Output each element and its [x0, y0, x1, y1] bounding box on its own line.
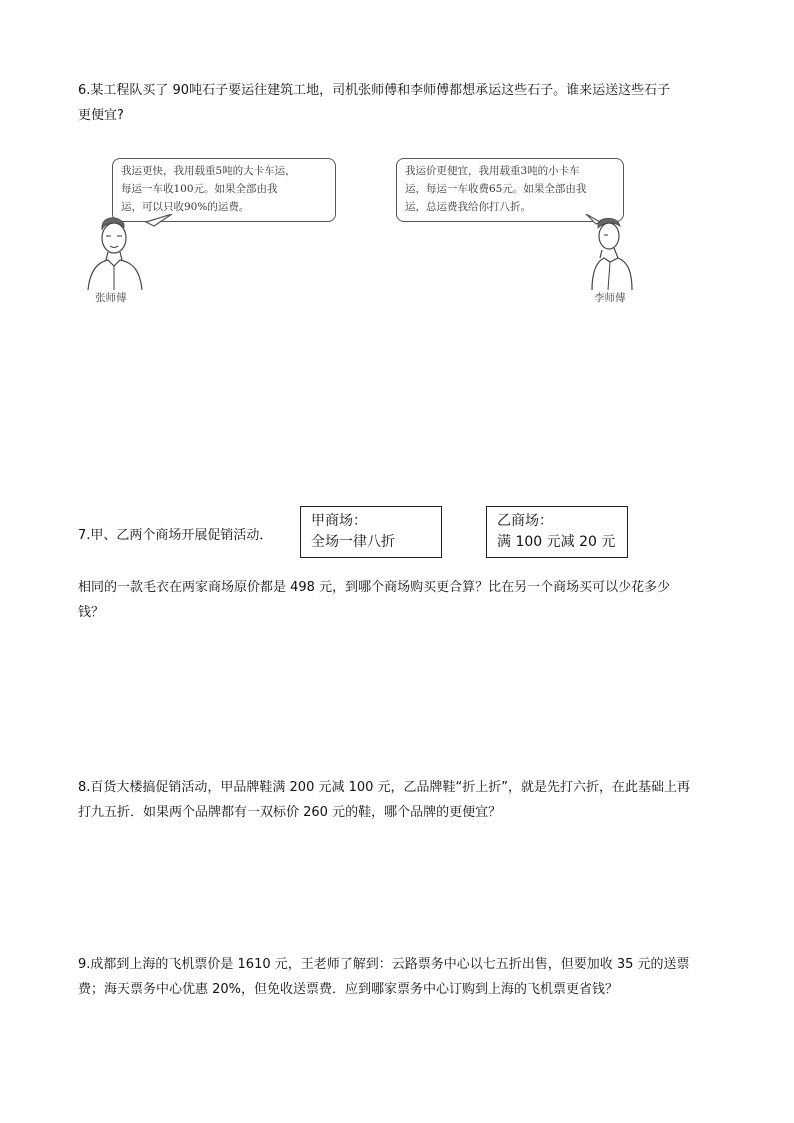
question-8-line-2: 打九五折．如果两个品牌都有一双标价 260 元的鞋，哪个品牌的更便宜？	[78, 805, 502, 820]
li-bubble-line-2: 运，每运一车收费65元。如果全部由我	[405, 183, 587, 195]
question-7-line-1: 相同的一款毛衣在两家商场原价都是 498 元，到哪个商场购买更合算？比在另一个商场买可以少花多少	[78, 580, 671, 595]
zhang-bubble-line-3: 运，可以只收90%的运费。	[121, 201, 250, 213]
zhang-bubble-line-2: 每运一车收100元。如果全部由我	[121, 183, 278, 195]
li-illustration	[578, 214, 648, 294]
question-6-line-1: 6.某工程队买了 90吨石子要运往建筑工地，司机张师傅和李师傅都想承运这些石子。谁来运送这些石子	[78, 83, 671, 98]
question-8	[78, 775, 728, 825]
question-6-line-2: 更便宜?	[78, 108, 124, 123]
mall-yi-title: 乙商场：	[497, 513, 553, 529]
zhang-name-label: 张师傅	[95, 292, 127, 304]
question-7	[78, 575, 728, 625]
zhang-bubble-line-1: 我运更快，我用载重5吨的大卡车运，	[121, 165, 296, 177]
li-speech-bubble	[396, 158, 624, 222]
zhang-illustration	[84, 214, 194, 294]
zhang-speech-bubble	[112, 158, 336, 222]
question-7-intro: 7.甲、乙两个商场开展促销活动．	[78, 528, 273, 543]
question-8-line-1: 8.百货大楼搞促销活动，甲品牌鞋满 200 元减 100 元，乙品牌鞋“折上折”，就是先打六折，在此基础上再	[78, 780, 691, 795]
mall-jia-box	[300, 506, 442, 558]
question-6	[78, 78, 728, 128]
question-9-line-2: 费；海天票务中心优惠 20%，但免收送票费．应到哪家票务中心订购到上海的飞机票更省钱？	[78, 982, 619, 997]
li-bubble-line-1: 我运价更便宜，我用载重3吨的小卡车	[405, 165, 580, 177]
mall-jia-offer: 全场一律八折	[311, 534, 395, 550]
mall-yi-box	[486, 506, 628, 558]
question-9-line-1: 9.成都到上海的飞机票价是 1610 元，王老师了解到：云路票务中心以七五折出售，但要加收 35 元的送票	[78, 957, 690, 972]
li-name-label: 李师傅	[594, 292, 626, 304]
question-7-line-2: 钱？	[78, 605, 105, 620]
question-9	[78, 952, 728, 1002]
mall-yi-offer: 满 100 元减 20 元	[497, 534, 616, 550]
li-bubble-line-3: 运，总运费我给你打八折。	[405, 201, 531, 213]
mall-jia-title: 甲商场：	[311, 513, 367, 529]
